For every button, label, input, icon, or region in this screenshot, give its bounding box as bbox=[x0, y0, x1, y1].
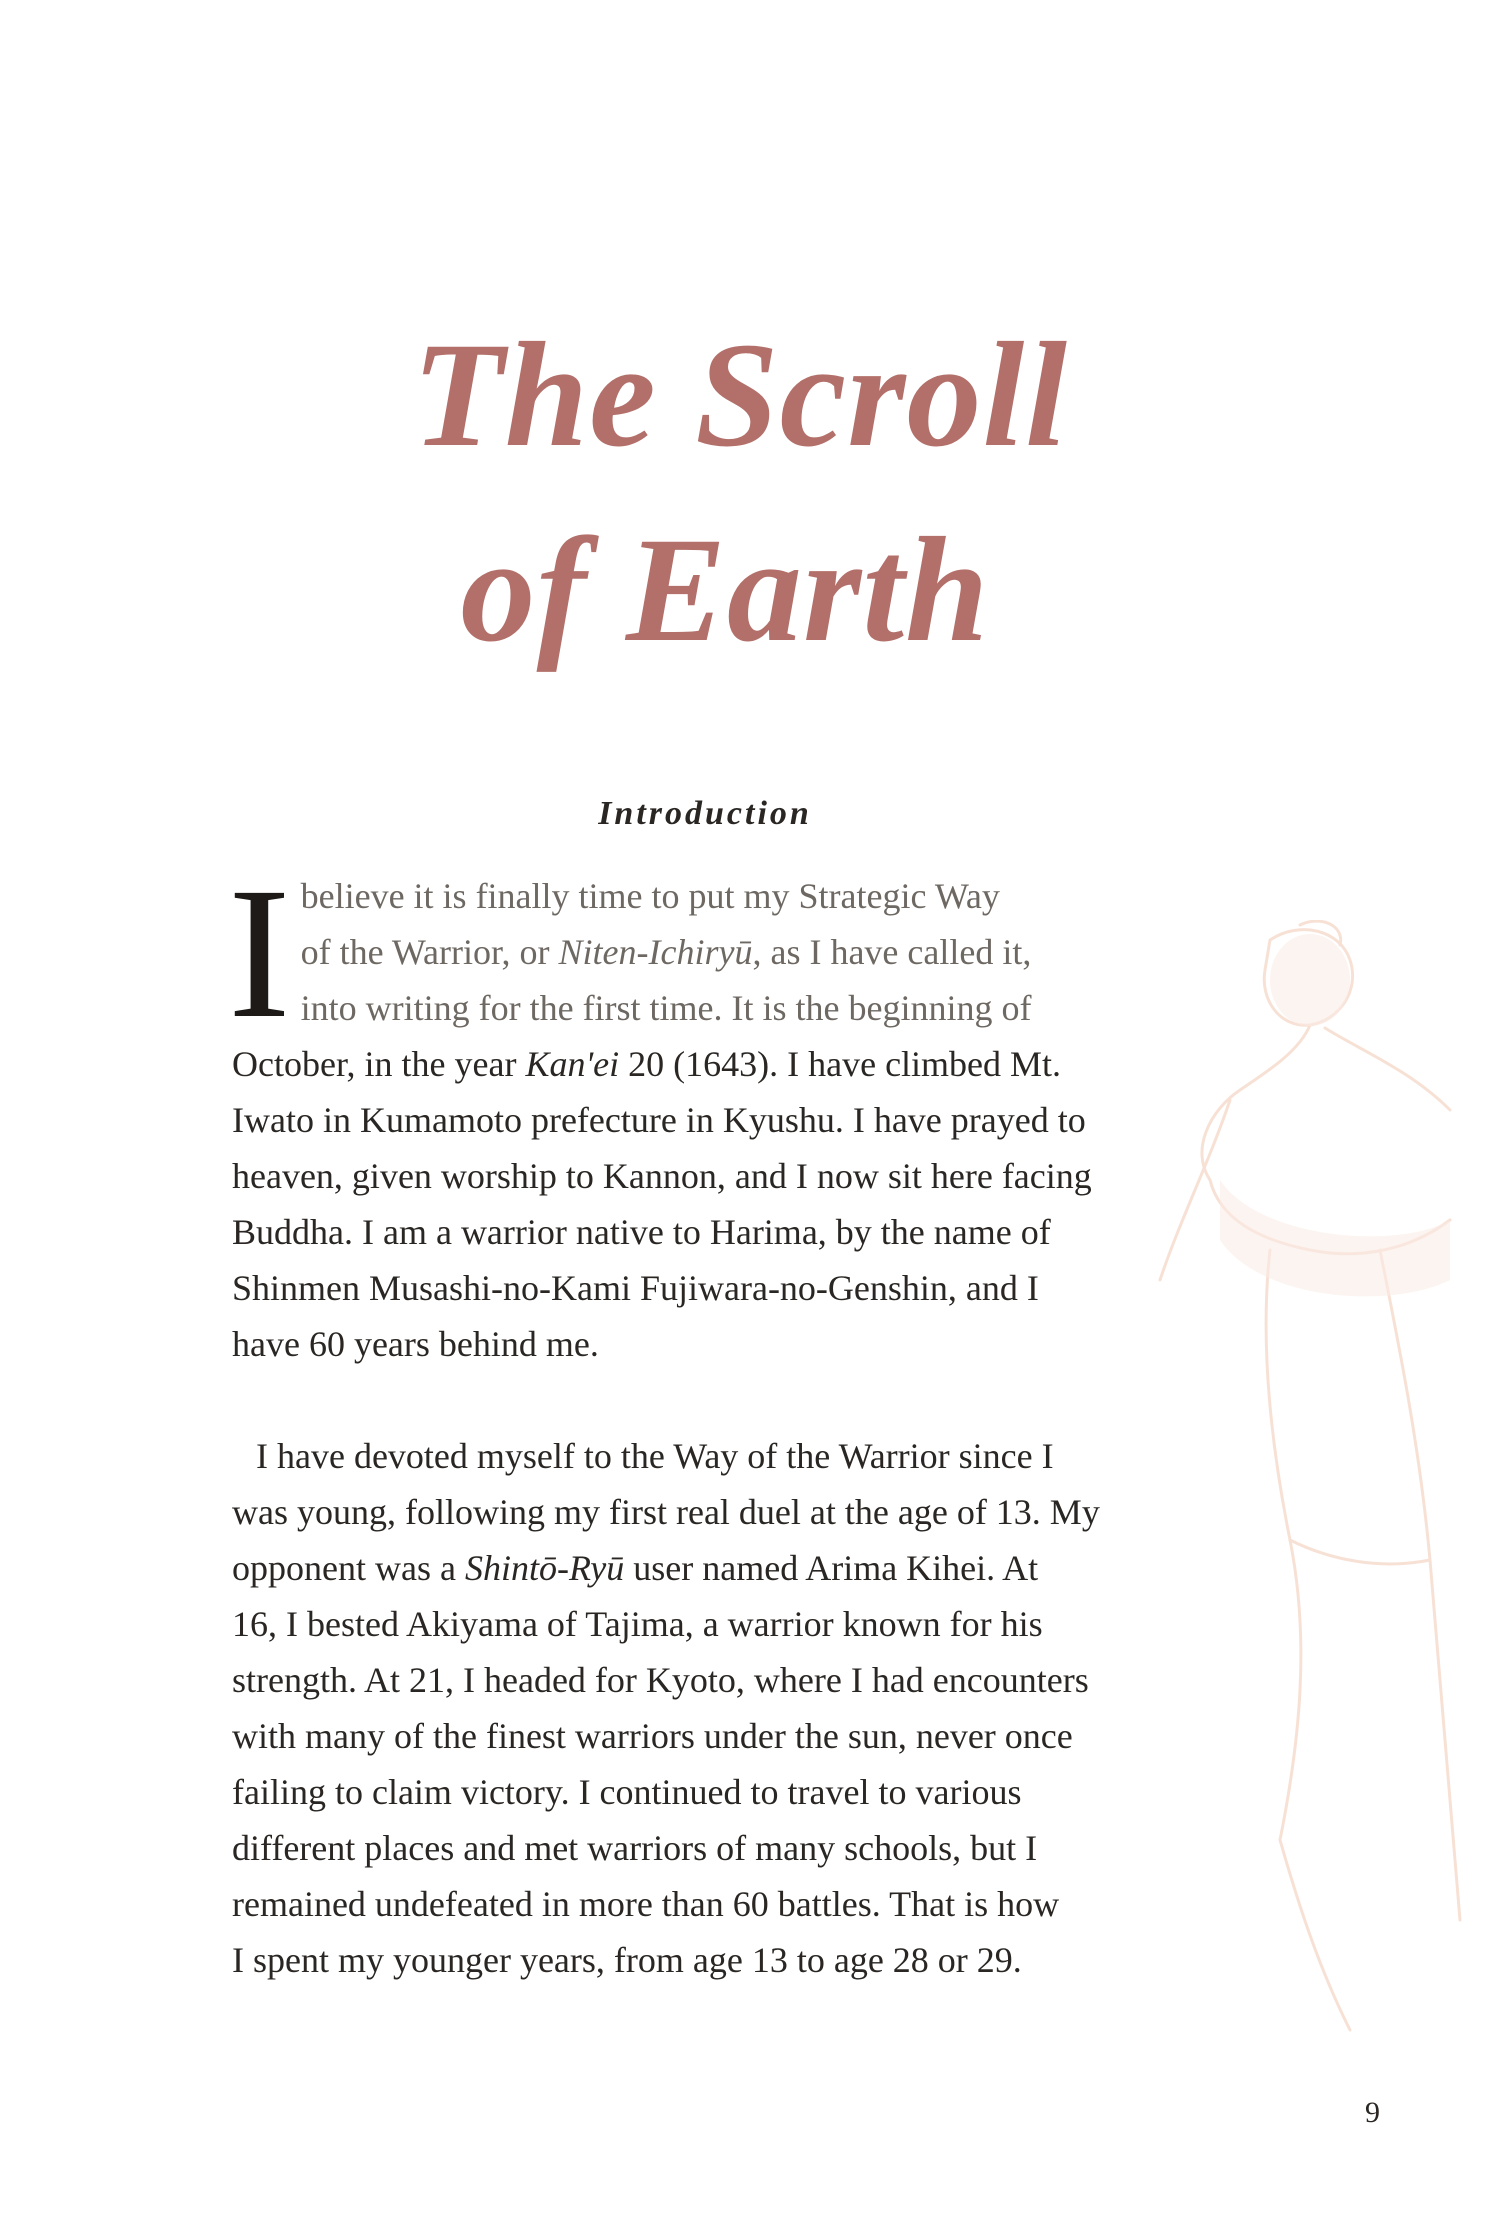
paragraph-1-line-6: heaven, given worship to Kannon, and I now sit here facing bbox=[232, 1156, 1092, 1196]
paragraph-2-line-6: with many of the finest warriors under the sun, never once bbox=[232, 1716, 1073, 1756]
paragraph-1-line-7: Buddha. I am a warrior native to Harima, by the name of bbox=[232, 1212, 1051, 1252]
chapter-title-line-2: of Earth bbox=[460, 507, 990, 673]
line-3-emphasis: Shintō-Ryū bbox=[464, 1548, 625, 1588]
paragraph-2 bbox=[232, 1428, 1192, 1988]
paragraph-1 bbox=[228, 848, 1192, 1372]
line-4-text-a: October, in the year bbox=[232, 1044, 526, 1084]
line-2-text-b: , as I have called it, bbox=[752, 932, 1032, 972]
line-3-text-b: user named Arima Kihei. At bbox=[624, 1548, 1039, 1588]
paragraph-2-line-3 bbox=[232, 1540, 1192, 1596]
chapter-title-line-1: The Scroll bbox=[412, 312, 1068, 478]
line-4-text-b: 20 (1643). I have climbed Mt. bbox=[619, 1044, 1062, 1084]
paragraph-1-line-8: Shinmen Musashi-no-Kami Fujiwara-no-Genshin, and I bbox=[232, 1268, 1039, 1308]
paragraph-1-line-1: believe it is finally time to put my Strategic Way bbox=[300, 876, 1000, 916]
section-heading: Introduction bbox=[598, 795, 812, 832]
paragraph-2-line-10: I spent my younger years, from age 13 to age 28 or 29. bbox=[232, 1940, 1022, 1980]
paragraph-2-line-7: failing to claim victory. I continued to travel to various bbox=[232, 1772, 1022, 1812]
paragraph-1-line-9: have 60 years behind me. bbox=[232, 1324, 599, 1364]
paragraph-1-line-5: Iwato in Kumamoto prefecture in Kyushu. I have prayed to bbox=[232, 1100, 1086, 1140]
paragraph-2-line-5: strength. At 21, I headed for Kyoto, where I had encounters bbox=[232, 1660, 1089, 1700]
line-2-emphasis: Niten-Ichiryū bbox=[558, 932, 753, 972]
paragraph-1-line-3: into writing for the first time. It is the beginning of bbox=[300, 988, 1032, 1028]
page-number: 9 bbox=[1365, 2096, 1380, 2129]
paragraph-2-line-8: different places and met warriors of many schools, but I bbox=[232, 1828, 1038, 1868]
line-3-text-a: opponent was a bbox=[232, 1548, 465, 1588]
paragraph-1-line-4 bbox=[232, 1036, 1192, 1092]
paragraph-2-line-2: was young, following my first real duel at the age of 13. My bbox=[232, 1492, 1100, 1532]
line-4-emphasis: Kan'ei bbox=[525, 1044, 620, 1084]
paragraph-2-line-1: I have devoted myself to the Way of the Warrior since I bbox=[256, 1436, 1054, 1476]
drop-cap: I bbox=[228, 848, 291, 1057]
warrior-illustration bbox=[1150, 920, 1480, 2060]
paragraph-1-line-2 bbox=[232, 924, 1192, 980]
paragraph-2-line-9: remained undefeated in more than 60 battles. That is how bbox=[232, 1884, 1060, 1924]
paragraph-2-line-4: 16, I bested Akiyama of Tajima, a warrior known for his bbox=[232, 1604, 1043, 1644]
line-2-text-a: of the Warrior, or bbox=[300, 932, 559, 972]
